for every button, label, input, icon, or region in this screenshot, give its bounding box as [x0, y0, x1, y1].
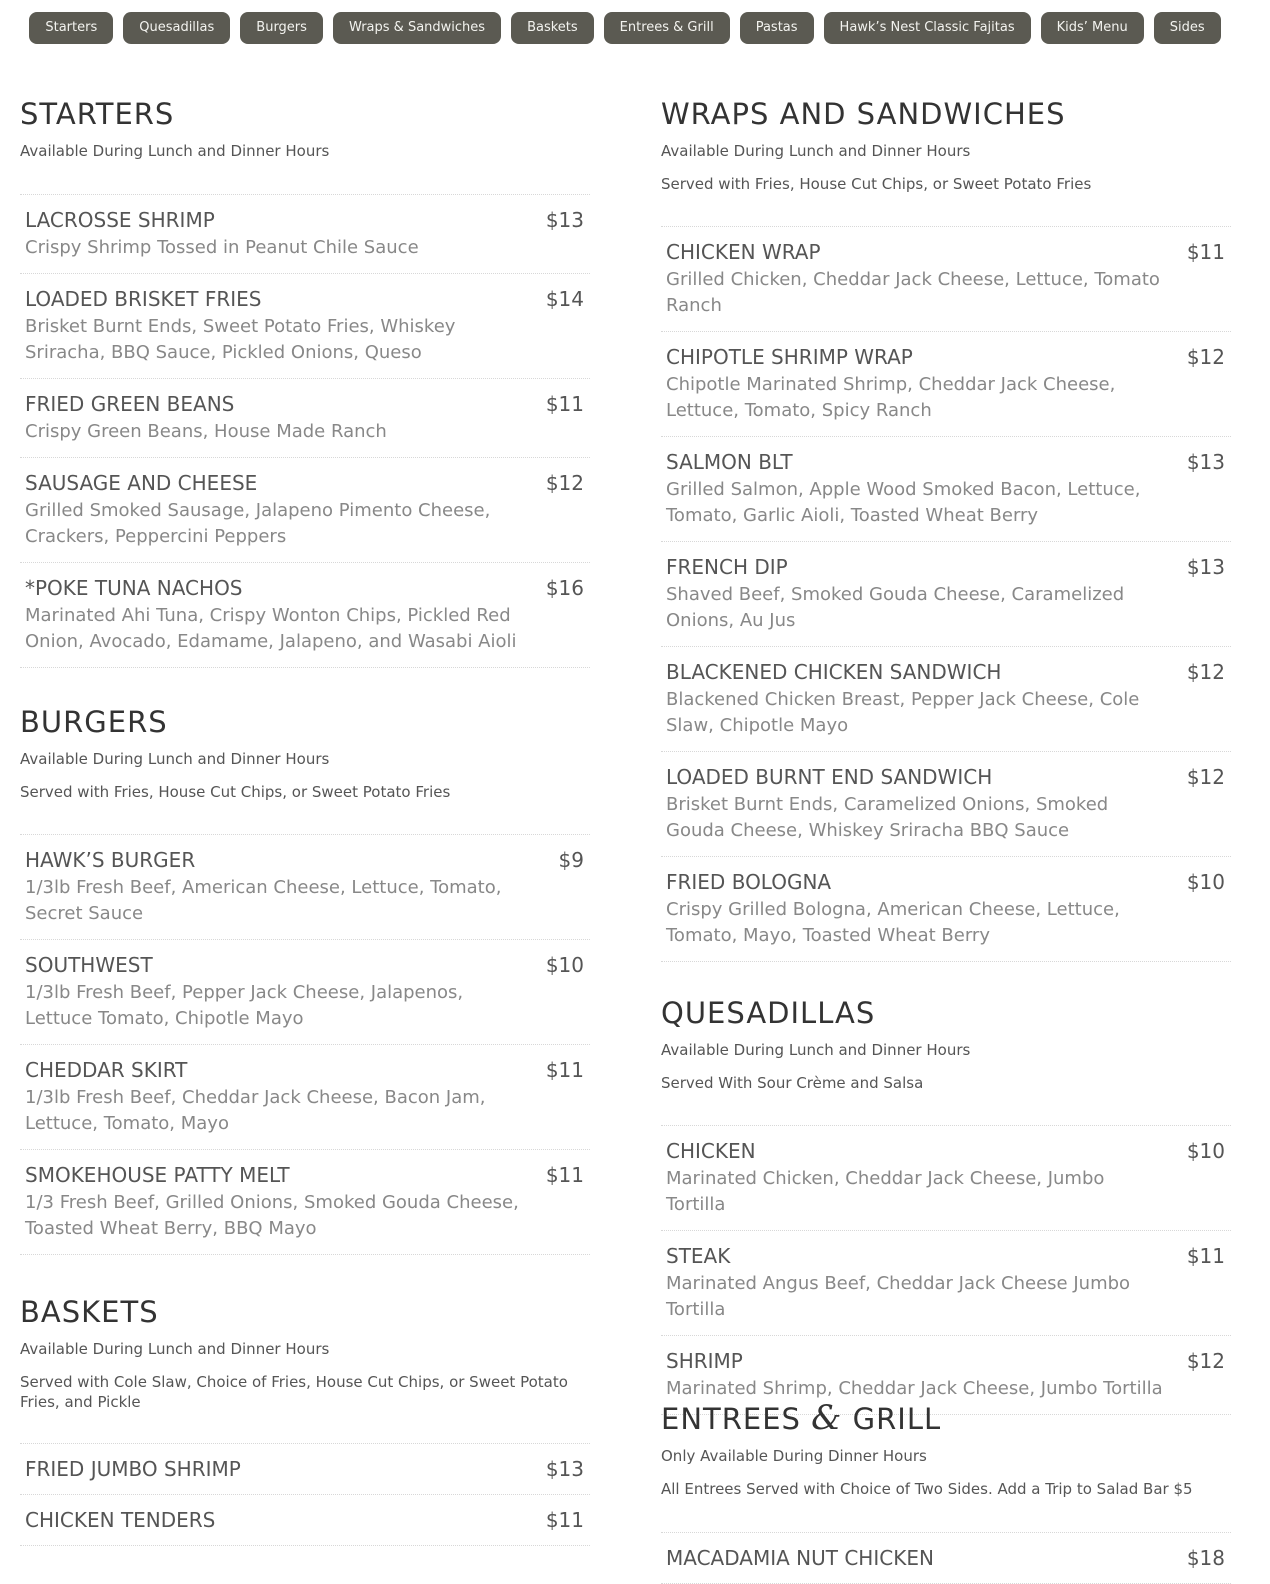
- starters-list: [20, 194, 590, 668]
- item-description: Grilled Chicken, Cheddar Jack Cheese, Lettuce, Tomato Ranch: [666, 269, 1160, 316]
- item-description: 1/3 Fresh Beef, Grilled Onions, Smoked Gouda Cheese, Toasted Wheat Berry, BBQ Mayo: [25, 1192, 519, 1239]
- menu-item: [20, 195, 590, 274]
- item-name: STEAK: [666, 1244, 731, 1268]
- item-description: Brisket Burnt Ends, Sweet Potato Fries, Whiskey Sriracha, BBQ Sauce, Pickled Onions, Queso: [25, 316, 456, 363]
- nav-pill-hawk-s-nest-classic-fajitas[interactable]: Hawk’s Nest Classic Fajitas: [824, 12, 1031, 44]
- menu-item: [661, 542, 1231, 647]
- item-name: MACADAMIA NUT CHICKEN: [666, 1546, 934, 1570]
- title-part: ENTREES: [661, 1402, 812, 1436]
- section-note: Served with Fries, House Cut Chips, or Sweet Potato Fries: [20, 783, 451, 801]
- menu-item: [20, 1150, 590, 1255]
- section-entrees: [661, 1398, 1231, 1499]
- section-note: Served with Cole Slaw, Choice of Fries, House Cut Chips, or Sweet Potato Fries, and Pickle: [20, 1373, 568, 1411]
- item-name: CHIPOTLE SHRIMP WRAP: [666, 345, 913, 369]
- menu-item: [20, 1045, 590, 1150]
- item-name: SAUSAGE AND CHEESE: [25, 471, 258, 495]
- item-price: $12: [1186, 660, 1225, 684]
- quesadillas-list: [661, 1125, 1231, 1415]
- menu-item: [661, 1231, 1231, 1336]
- item-price: $11: [1186, 1244, 1225, 1268]
- menu-item: [661, 752, 1231, 857]
- menu-item: [661, 1533, 1231, 1584]
- item-description: 1/3lb Fresh Beef, Cheddar Jack Cheese, Bacon Jam, Lettuce, Tomato, Mayo: [25, 1087, 486, 1134]
- item-name: LOADED BRISKET FRIES: [25, 287, 262, 311]
- item-description: Crispy Grilled Bologna, American Cheese, Lettuce, Tomato, Mayo, Toasted Wheat Berry: [666, 899, 1120, 946]
- section-title: [661, 1398, 1231, 1438]
- menu-item: [661, 227, 1231, 332]
- menu-item: [661, 647, 1231, 752]
- item-name: SHRIMP: [666, 1349, 743, 1373]
- item-description: Marinated Angus Beef, Cheddar Jack Cheese Jumbo Tortilla: [666, 1273, 1131, 1320]
- item-price: $10: [1186, 1139, 1225, 1163]
- item-name: FRIED BOLOGNA: [666, 870, 832, 894]
- burgers-list: [20, 834, 590, 1255]
- nav-pill-wraps-sandwiches[interactable]: Wraps & Sandwiches: [333, 12, 501, 44]
- item-price: $11: [545, 1508, 584, 1532]
- wraps-list: [661, 226, 1231, 962]
- item-name: CHICKEN TENDERS: [25, 1508, 216, 1532]
- section-starters: [20, 98, 590, 160]
- menu-item: [661, 437, 1231, 542]
- section-subtitle: Only Available During Dinner Hours: [661, 1447, 927, 1465]
- item-name: LOADED BURNT END SANDWICH: [666, 765, 993, 789]
- item-description: Chipotle Marinated Shrimp, Cheddar Jack Cheese, Lettuce, Tomato, Spicy Ranch: [666, 374, 1116, 421]
- item-name: LACROSSE SHRIMP: [25, 208, 215, 232]
- item-description: Crispy Shrimp Tossed in Peanut Chile Sauce: [25, 237, 419, 258]
- item-name: *POKE TUNA NACHOS: [25, 576, 243, 600]
- entrees-list: [661, 1532, 1231, 1584]
- menu-item: [20, 835, 590, 940]
- item-name: SMOKEHOUSE PATTY MELT: [25, 1163, 290, 1187]
- item-description: Grilled Salmon, Apple Wood Smoked Bacon, Lettuce, Tomato, Garlic Aioli, Toasted Wheat Berry: [666, 479, 1141, 526]
- item-price: $10: [545, 953, 584, 977]
- item-name: BLACKENED CHICKEN SANDWICH: [666, 660, 1002, 684]
- item-description: Shaved Beef, Smoked Gouda Cheese, Caramelized Onions, Au Jus: [666, 584, 1125, 631]
- item-name: FRIED GREEN BEANS: [25, 392, 235, 416]
- section-subtitle: Available During Lunch and Dinner Hours: [661, 1041, 971, 1059]
- section-title: BASKETS: [20, 1295, 159, 1329]
- menu-item: [20, 563, 590, 668]
- item-name: HAWK’S BURGER: [25, 848, 196, 872]
- category-nav: [0, 12, 1250, 44]
- menu-item: [20, 379, 590, 458]
- item-price: $13: [545, 208, 584, 232]
- item-price: $12: [545, 471, 584, 495]
- nav-pill-burgers[interactable]: Burgers: [240, 12, 323, 44]
- item-name: FRIED JUMBO SHRIMP: [25, 1457, 241, 1481]
- nav-pill-quesadillas[interactable]: Quesadillas: [123, 12, 230, 44]
- menu-item: [20, 940, 590, 1045]
- section-quesadillas: [661, 997, 1231, 1093]
- item-price: $13: [1186, 555, 1225, 579]
- section-subtitle: Available During Lunch and Dinner Hours: [661, 142, 971, 160]
- item-price: $11: [545, 1163, 584, 1187]
- section-note: All Entrees Served with Choice of Two Sides. Add a Trip to Salad Bar $5: [661, 1480, 1193, 1498]
- item-description: Marinated Chicken, Cheddar Jack Cheese, Jumbo Tortilla: [666, 1168, 1105, 1215]
- section-title: WRAPS AND SANDWICHES: [661, 97, 1066, 131]
- nav-pill-sides[interactable]: Sides: [1154, 12, 1221, 44]
- item-name: SOUTHWEST: [25, 953, 153, 977]
- section-subtitle: Available During Lunch and Dinner Hours: [20, 750, 330, 768]
- item-description: Marinated Ahi Tuna, Crispy Wonton Chips, Pickled Red Onion, Avocado, Edamame, Jalapeno, and Wasabi Aioli: [25, 605, 517, 652]
- menu-item: [20, 274, 590, 379]
- item-price: $11: [1186, 240, 1225, 264]
- item-name: SALMON BLT: [666, 450, 793, 474]
- nav-pill-baskets[interactable]: Baskets: [511, 12, 594, 44]
- item-price: $12: [1186, 765, 1225, 789]
- section-wraps: [661, 98, 1231, 194]
- nav-pill-pastas[interactable]: Pastas: [740, 12, 814, 44]
- nav-pill-starters[interactable]: Starters: [29, 12, 113, 44]
- item-name: FRENCH DIP: [666, 555, 788, 579]
- menu-item: [661, 332, 1231, 437]
- menu-item: [20, 1444, 590, 1495]
- section-title: STARTERS: [20, 97, 175, 131]
- item-name: CHICKEN WRAP: [666, 240, 821, 264]
- nav-pill-entrees-grill[interactable]: Entrees & Grill: [604, 12, 730, 44]
- item-name: CHEDDAR SKIRT: [25, 1058, 188, 1082]
- item-description: Marinated Shrimp, Cheddar Jack Cheese, Jumbo Tortilla: [666, 1378, 1163, 1399]
- item-price: $10: [1186, 870, 1225, 894]
- title-part: GRILL: [842, 1402, 942, 1436]
- menu-item: [20, 1495, 590, 1546]
- section-burgers: [20, 706, 590, 802]
- item-price: $11: [545, 1058, 584, 1082]
- section-title: QUESADILLAS: [661, 996, 876, 1030]
- ampersand: &: [811, 1398, 843, 1438]
- section-note: Served With Sour Crème and Salsa: [661, 1074, 924, 1092]
- section-title: BURGERS: [20, 705, 168, 739]
- item-price: $12: [1186, 345, 1225, 369]
- item-name: CHICKEN: [666, 1139, 756, 1163]
- section-subtitle: Available During Lunch and Dinner Hours: [20, 1340, 330, 1358]
- menu-item: [661, 857, 1231, 962]
- item-description: Crispy Green Beans, House Made Ranch: [25, 421, 387, 442]
- item-description: 1/3lb Fresh Beef, American Cheese, Lettuce, Tomato, Secret Sauce: [25, 877, 502, 924]
- menu-item: [20, 458, 590, 563]
- item-price: $16: [545, 576, 584, 600]
- section-note: Served with Fries, House Cut Chips, or Sweet Potato Fries: [661, 175, 1092, 193]
- section-baskets: [20, 1296, 590, 1412]
- section-subtitle: Available During Lunch and Dinner Hours: [20, 142, 330, 160]
- item-description: Brisket Burnt Ends, Caramelized Onions, Smoked Gouda Cheese, Whiskey Sriracha BBQ Sauce: [666, 794, 1109, 841]
- item-description: Grilled Smoked Sausage, Jalapeno Pimento Cheese, Crackers, Peppercini Peppers: [25, 500, 491, 547]
- item-price: $11: [545, 392, 584, 416]
- item-price: $18: [1186, 1546, 1225, 1570]
- item-price: $13: [545, 1457, 584, 1481]
- nav-pill-kids-menu[interactable]: Kids’ Menu: [1041, 12, 1144, 44]
- baskets-list: [20, 1443, 590, 1546]
- item-price: $14: [545, 287, 584, 311]
- item-price: $13: [1186, 450, 1225, 474]
- item-description: 1/3lb Fresh Beef, Pepper Jack Cheese, Jalapenos, Lettuce Tomato, Chipotle Mayo: [25, 982, 464, 1029]
- item-price: $9: [558, 848, 584, 872]
- item-description: Blackened Chicken Breast, Pepper Jack Cheese, Cole Slaw, Chipotle Mayo: [666, 689, 1140, 736]
- menu-item: [661, 1126, 1231, 1231]
- item-price: $12: [1186, 1349, 1225, 1373]
